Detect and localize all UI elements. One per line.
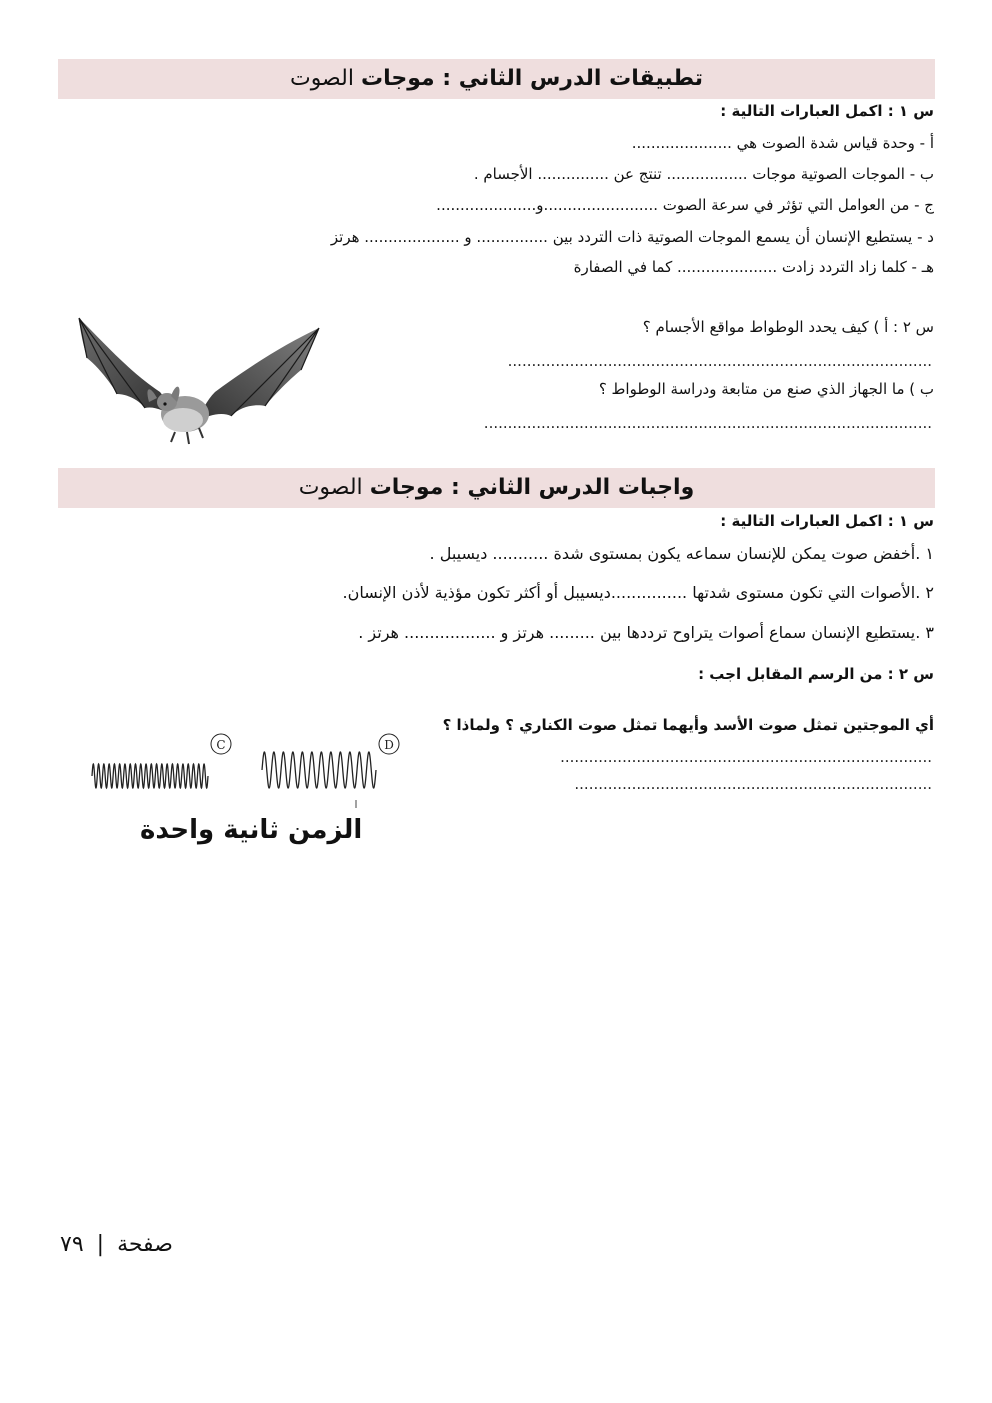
bat-image — [75, 314, 325, 448]
section2-q2-question: أي الموجتين تمثل صوت الأسد وأيهما تمثل صوت الكناري ؟ ولماذا ؟ — [442, 716, 934, 734]
wave-d-diagram — [258, 722, 404, 810]
page-footer — [60, 1232, 173, 1257]
wave-d-line — [262, 752, 376, 788]
section1-q1-item-e: هـ - كلما زاد التردد زادت ..................... كما في الصفارة — [573, 258, 934, 276]
section1-q2b: ب ) ما الجهاز الذي صنع من متابعة ودراسة الوطواط ؟ — [598, 380, 934, 398]
section2-q2-answer-dots-1: .............................................................................. — [560, 748, 932, 766]
section1-q1-item-c: ج - من العوامل التي تؤثر في سرعة الصوت ........................و..................... — [436, 196, 934, 214]
section1-q2a-answer-dots: ......................................................................................... — [507, 352, 932, 370]
section1-q2a: س ٢ : أ ) كيف يحدد الوطواط مواقع الأجسام ؟ — [642, 318, 934, 336]
section2-q1-heading: س ١ : اكمل العبارات التالية : — [720, 512, 934, 530]
section2-title-light: الصوت — [298, 475, 363, 500]
section1-q2b-answer-dots: .............................................................................................. — [483, 414, 932, 432]
page-separator: | — [96, 1232, 105, 1257]
page-label: صفحة — [117, 1232, 173, 1257]
section2-q1-item-1: ١ .أخفض صوت يمكن للإنسان سماعه يكون بمستوى شدة ........... ديسيبل . — [429, 544, 934, 563]
section1-q1-item-d: د - يستطيع الإنسان أن يسمع الموجات الصوتية ذات التردد بين ............... و .................... هرتز — [330, 228, 934, 246]
section2-title-band — [58, 468, 935, 508]
section2-title-bold: واجبات الدرس الثاني : موجات — [369, 475, 695, 500]
section1-title-light: الصوت — [289, 66, 354, 91]
section1-q1-heading: س ١ : اكمل العبارات التالية : — [720, 102, 934, 120]
wave-c-line — [92, 764, 208, 788]
wave-c-diagram — [88, 722, 236, 806]
time-caption: الزمن ثانية واحدة — [140, 815, 363, 845]
section1-q1-item-a: أ - وحدة قياس شدة الصوت هي ..................... — [631, 134, 934, 152]
section1-q1-item-b: ب - الموجات الصوتية موجات ................. تنتج عن ............... الأجسام . — [473, 165, 934, 183]
section2-q1-item-2: ٢ .الأصوات التي تكون مستوى شدتها ...............ديسيبل أو أكثر تكون مؤذية لأذن الإنسان. — [342, 583, 934, 602]
wave-d-label: D — [384, 738, 394, 752]
section2-q2-answer-dots-2: ........................................................................... — [574, 775, 932, 793]
section1-title-bold: تطبيقات الدرس الثاني : موجات — [360, 66, 703, 91]
section2-q2-heading: س ٢ : من الرسم المقابل اجب : — [698, 665, 934, 683]
section1-title-band — [58, 59, 935, 99]
wave-c-label: C — [216, 738, 226, 752]
section2-q1-item-3: ٣ .يستطيع الإنسان سماع أصوات يتراوح ترددها بين ......... هرتز و .................. هرتز . — [358, 623, 934, 642]
page-number: ٧٩ — [60, 1232, 84, 1257]
